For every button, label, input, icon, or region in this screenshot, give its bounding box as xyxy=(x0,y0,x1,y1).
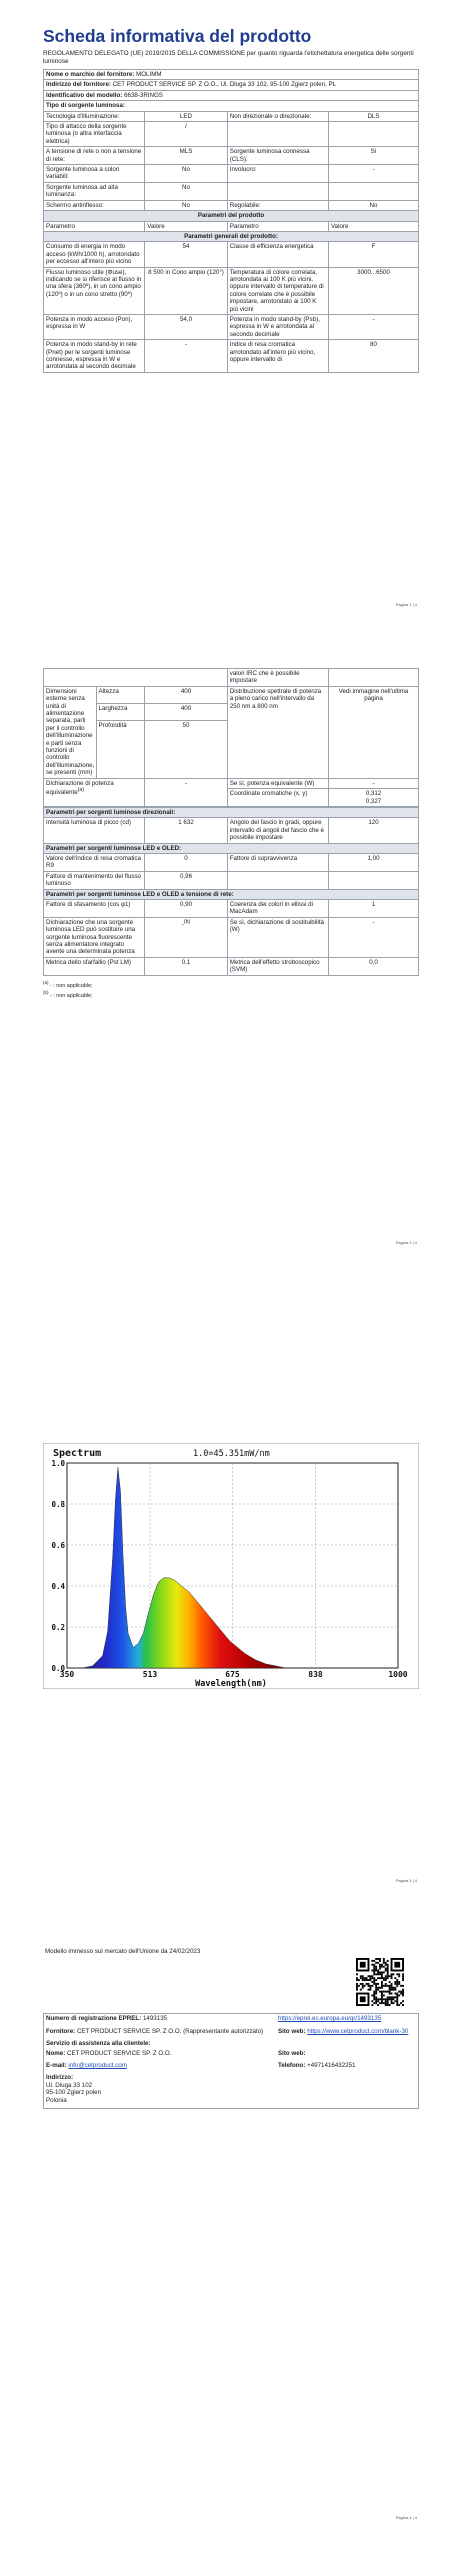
y-tick-label: 1.0 xyxy=(51,1459,65,1468)
param-value: DLS xyxy=(329,111,419,121)
general-header: Parametri generali del prodotto: xyxy=(44,231,419,241)
footnote: $^{(b)}$ - : non applicable; xyxy=(43,990,93,1000)
dim-value: 50 xyxy=(145,720,228,778)
param-label: Sorgente luminosa connessa (CLS): xyxy=(227,147,328,165)
brand-row: Nome o marchio del fornitore: MOLIMM xyxy=(44,70,419,80)
mains-header: Parametri per sorgenti luminose LED e OLED a tensione di rete: xyxy=(44,889,419,899)
y-tick-label: 0.4 xyxy=(51,1582,65,1591)
param-label: Classe di efficienza energetica xyxy=(227,242,328,267)
page-number: Pagina 2 | 4 xyxy=(395,1240,417,1245)
specific-params-table xyxy=(43,807,419,976)
param-label: Sorgente luminosa ad alta luminanza: xyxy=(44,182,145,200)
y-tick-label: 0.6 xyxy=(51,1541,65,1550)
qr-code-image xyxy=(356,1958,404,2006)
x-axis-label: Wavelength(nm) xyxy=(195,1679,267,1689)
spectral-label: Distribuzione spettrale di potenza a pieno carico nell'intervallo da 250 nm a 800 nm xyxy=(227,686,328,778)
footnote: $^{(a)}$ - : non applicable; xyxy=(43,979,93,989)
param-label: Intensità luminosa di picco (cd) xyxy=(44,818,145,843)
supplier-website-link[interactable]: https://www.cetproduct.com/blank-30 xyxy=(307,2027,409,2035)
param-value: 3000...6500 xyxy=(329,267,419,314)
col-header: Parametro xyxy=(44,221,145,231)
col-header: Parametro xyxy=(227,221,328,231)
param-label: Dichiarazione che una sorgente luminosa LED può sostituire una sorgente luminosa fluorescente senza alimentatore integrato avente una determinata potenza xyxy=(44,917,145,957)
x-tick-label: 350 xyxy=(59,1670,75,1679)
param-value: / xyxy=(145,122,228,147)
address-value: CET PRODUCT SERVICE SP. Z O.O., Ul. Dluga 33 102, 95-100 Zgierz polen, PL xyxy=(112,81,337,89)
spectral-value: Vedi immagine nell'ultima pagina xyxy=(329,686,419,778)
qr-code xyxy=(356,1958,404,2006)
param-value: 1 632 xyxy=(145,818,228,843)
x-tick-label: 1000 xyxy=(388,1670,408,1679)
table-row xyxy=(44,147,419,165)
supplier-value: CET PRODUCT SERVICE SP. Z O.O. (Rappresentante autorizzato) xyxy=(76,2027,264,2035)
param-value: 80 xyxy=(329,340,419,373)
param-label: Involucro: xyxy=(227,165,328,183)
equiv-label: Dichiarazione di potenza equivalente$^{(a)}$ xyxy=(44,778,145,806)
chroma-value: 0,312 0,327 xyxy=(329,789,419,807)
equiv2-label: Se sì, potenza equivalente (W) xyxy=(227,778,328,788)
eprel-number: 1493135 xyxy=(142,2015,168,2023)
service-name: CET PRODUCT SERVICE SP. Z O.O. xyxy=(67,2049,172,2057)
x-tick-label: 513 xyxy=(142,1670,158,1679)
service-header: Servizio di assistenza alla clientele: xyxy=(46,2040,151,2048)
product-info-table xyxy=(43,69,419,373)
y-tick-label: 0.0 xyxy=(51,1664,65,1673)
param-label: Fattore di mantenimento del flusso luminoso xyxy=(44,871,145,889)
table-row xyxy=(44,242,419,267)
dim-value: 400 xyxy=(145,686,228,703)
dim-name: Profondità xyxy=(96,720,145,778)
page-4 xyxy=(43,1946,419,2109)
col-header: Valore xyxy=(145,221,228,231)
param-value: 0,1 xyxy=(145,957,228,975)
param-value: No xyxy=(145,165,228,183)
table-row xyxy=(44,871,419,889)
param-value: 0,90 xyxy=(145,899,228,917)
table-row xyxy=(44,314,419,339)
param-value: 54,0 xyxy=(145,314,228,339)
param-label: Tipo di attacco della sorgente luminosa (o altra interfaccia elettrica) xyxy=(44,122,145,147)
param-label: Metrica dello sfarfallio (Pst LM) xyxy=(44,957,145,975)
address-row: Indirizzo del fornitore: CET PRODUCT SERVICE SP. Z O.O., Ul. Dluga 33 102, 95-100 Zgierz polen, PL xyxy=(44,80,419,90)
param-label: Fattore di sfasamento (cos φ1) xyxy=(44,899,145,917)
param-value xyxy=(329,871,419,889)
param-label: Flusso luminoso utile (Φuse), indicando se si riferisce al flusso in una sfera (360º), in un cono ampio (120º) o in un cono stretto (90º) xyxy=(44,267,145,314)
param-value: 120 xyxy=(329,818,419,843)
model-value: 6638-3RINGS xyxy=(124,91,163,99)
param-label: Se sì, dichiarazione di sostituibilità (W) xyxy=(227,917,328,957)
table-row xyxy=(44,340,419,373)
param-label: Fattore di sopravvivenza xyxy=(227,853,328,871)
param-label: Indice di resa cromatica arrotondato all'intero più vicino, oppure intervallo di xyxy=(227,340,328,373)
param-label: Potenza in modo acceso (Pon), espressa in W xyxy=(44,314,145,339)
param-value: MLS xyxy=(145,147,228,165)
x-tick-label: 675 xyxy=(225,1670,240,1679)
param-value: 1,00 xyxy=(329,853,419,871)
params-header: Parametri del prodotto xyxy=(44,211,419,221)
param-value: 0,0 xyxy=(329,957,419,975)
param-label: Schermo antiriflesso: xyxy=(44,200,145,210)
y-tick-label: 0.2 xyxy=(51,1623,65,1632)
param-label: Regolabile: xyxy=(227,200,328,210)
param-value: 1 xyxy=(329,899,419,917)
param-value: No xyxy=(145,200,228,210)
table-row xyxy=(44,917,419,957)
param-value: No xyxy=(329,200,419,210)
param-label: Metrica dell'effetto stroboscopico (SVM) xyxy=(227,957,328,975)
param-value: 0,96 xyxy=(145,871,228,889)
param-value: - xyxy=(329,314,419,339)
table-row xyxy=(44,182,419,200)
dim-name: Larghezza xyxy=(96,703,145,720)
footnotes xyxy=(43,979,419,1001)
equiv-value: - xyxy=(145,778,228,806)
model-row: Identificativo del modello: 6638-3RINGS xyxy=(44,90,419,100)
page-title: Scheda informativa del prodotto xyxy=(43,26,312,46)
table-row xyxy=(44,165,419,183)
param-label: Angolo del fascio in gradi, oppure intervallo di angoli del fascio che è possibile impostare xyxy=(227,818,328,843)
param-label: Non direzionale o direzionale: xyxy=(227,111,328,121)
dim-value: 400 xyxy=(145,703,228,720)
dim-name: Altezza xyxy=(96,686,145,703)
param-value: Sì xyxy=(329,147,419,165)
col-header: Valore xyxy=(329,221,419,231)
param-label: Coerenza dei colori in ellissi di MacAdam xyxy=(227,899,328,917)
table-row xyxy=(44,853,419,871)
product-params-table-cont xyxy=(43,668,419,807)
chart-title: Spectrum xyxy=(53,1448,102,1459)
page-number: Pagina 1 | 4 xyxy=(395,602,417,607)
cri-continued: valori IRC che è possibile impostare xyxy=(227,669,328,687)
param-label: Potenza in modo stand-by in rete (Pnet) per le sorgenti luminose connesse, espressa in W e arrotondata al secondo decimale xyxy=(44,340,145,373)
param-value: 0 xyxy=(145,853,228,871)
param-value xyxy=(329,182,419,200)
page-2 xyxy=(43,668,419,1000)
service-phone: +4971416432251 xyxy=(307,2062,356,2070)
dimensions-label: Dimensioni esterne senza unità di alimentazione separata, parti per il controllo dell'illuminazione e parti senza funzioni di controllo dell'illuminazione, se presenti (mm) xyxy=(44,686,97,778)
param-value: No xyxy=(145,182,228,200)
param-value: 54 xyxy=(145,242,228,267)
table-row xyxy=(44,200,419,210)
table-row xyxy=(44,267,419,314)
equiv2-value: - xyxy=(329,778,419,788)
brand-value: MOLIMM xyxy=(136,71,162,78)
service-address: Indirizzo: Ul. Dluga 33 102 95-100 Zgierz polen Polonia xyxy=(46,2074,102,2104)
eprel-link[interactable]: https://eprel.ec.europa.eu/qr/1493135 xyxy=(278,2015,382,2023)
param-label: Sorgente luminosa a colori variabili: xyxy=(44,165,145,183)
dir-header: Parametri per sorgenti luminose direzionali: xyxy=(44,807,419,817)
param-value: - xyxy=(145,340,228,373)
param-label xyxy=(227,871,328,889)
type-header: Tipo di sorgente luminosa: xyxy=(44,101,419,111)
table-row xyxy=(44,899,419,917)
table-row xyxy=(44,818,419,843)
param-label: Tecnologia d'illuminazione: xyxy=(44,111,145,121)
param-value xyxy=(329,122,419,147)
param-label: A tensione di rete o non a tensione di rete: xyxy=(44,147,145,165)
service-email-link[interactable]: info@cetproduct.com xyxy=(68,2062,127,2070)
param-value: LED xyxy=(145,111,228,121)
param-label xyxy=(227,182,328,200)
param-label: Temperatura di colore correlata, arrotondata ai 100 K più vicini, oppure intervallo di temperature di colore correlate che è possibile impostare, arrotondato ai 100 K più vicini xyxy=(227,267,328,314)
table-row xyxy=(44,111,419,121)
spectrum-chart xyxy=(43,1443,419,1689)
placed-on-market: Modello immesso sul mercato dell'Unione da 24/02/2023 xyxy=(45,1948,201,1955)
chroma-label: Coordinate cromatiche (x, y) xyxy=(227,789,328,807)
param-value: 8 500 in Cono ampio (120°) xyxy=(145,267,228,314)
table-row xyxy=(44,957,419,975)
led-header: Parametri per sorgenti luminose LED e OLED: xyxy=(44,843,419,853)
table-row xyxy=(44,122,419,147)
page-number: Pagina 4 | 4 xyxy=(395,2515,417,2520)
param-value: - xyxy=(329,917,419,957)
param-value: F xyxy=(329,242,419,267)
param-label xyxy=(227,122,328,147)
page-number: Pagina 3 | 4 xyxy=(395,1878,417,1883)
y-tick-label: 0.8 xyxy=(51,1500,65,1509)
param-label: Consumo di energia in modo acceso (kWh/1000 h), arrotondato per eccesso all'intero più vicino xyxy=(44,242,145,267)
regulation-subtitle: REGOLAMENTO DELEGATO (UE) 2019/2015 DELLA COMMISSIONE per quanto riguarda l'etichettatura energetica delle sorgenti luminose xyxy=(43,50,414,65)
x-tick-label: 838 xyxy=(308,1670,323,1679)
param-value: - xyxy=(329,165,419,183)
param-label: Potenza in modo stand-by (Psb), espressa in W e arrotondata al secondo decimale xyxy=(227,314,328,339)
chart-readout: 1.0=45.351mW/nm xyxy=(193,1449,270,1459)
page-1 xyxy=(43,25,419,373)
param-value: -$^{(b)}$ xyxy=(145,917,228,957)
registration-table: Numero di registrazione EPREL: 1493135 https://eprel.ec.europa.eu/qr/1493135 Fornitore: CET PRODUCT SERVICE SP. Z O.O. (Rappresentante autorizzato) Sito web: https://www.cetproduct.com/blank-30 Servizio di assistenza alla clientele: Nome: CET PRODUCT SERVICE SP. Z O.O. Sito web: E-mail: info@cetproduct.com Telefono: +4971416432251 Indirizzo: Ul. Dluga 33 102 95-100 Zgierz polen Polonia xyxy=(43,2013,419,2109)
param-label: Valore dell'indice di resa cromatica R9 xyxy=(44,853,145,871)
